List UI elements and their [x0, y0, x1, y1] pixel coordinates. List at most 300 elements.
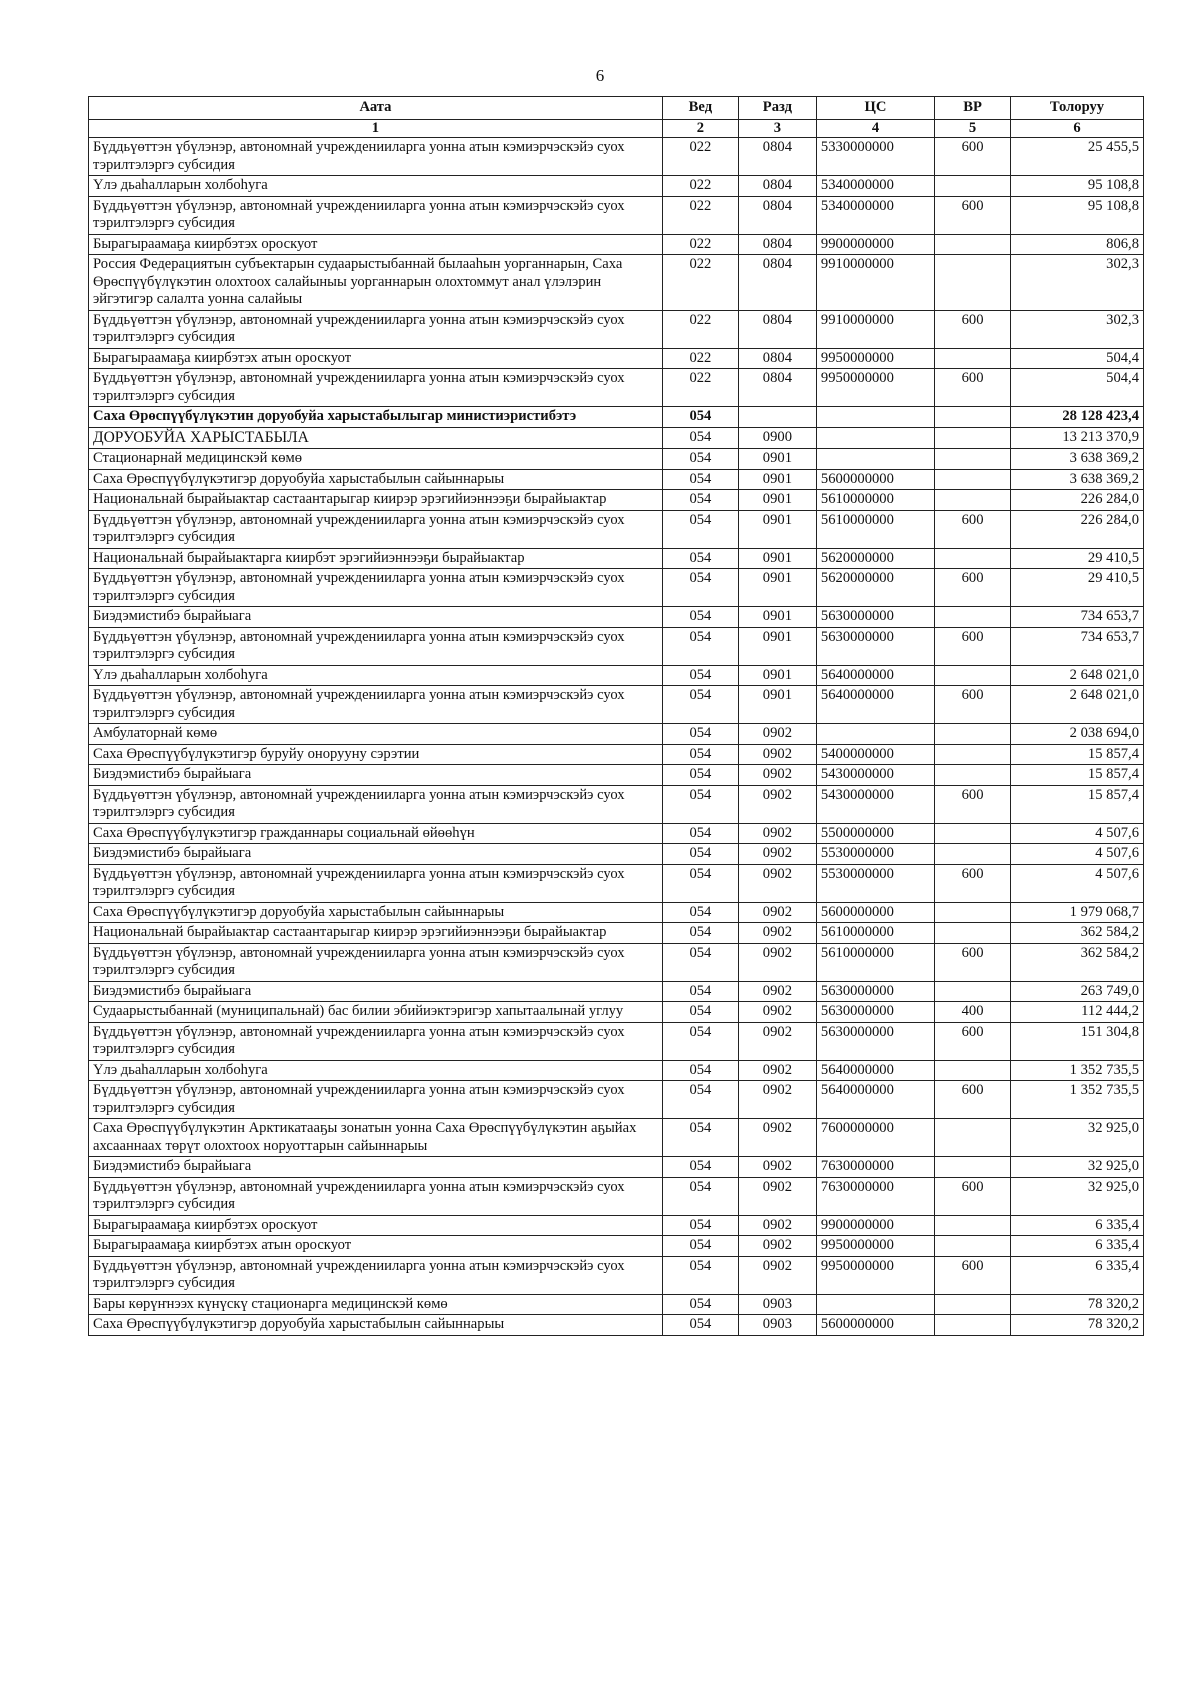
row-amount-cell: 362 584,2 [1011, 923, 1144, 944]
table-row [89, 569, 1144, 607]
row-amount-cell: 32 925,0 [1011, 1177, 1144, 1215]
row-name-cell: Саха Өрөспүүбүлүкэтин Арктикатааҕы зонатын уонна Саха Өрөспүүбүлүкэтин аҕыйах ахсааннаах төрүт олохтоох норуоттарын сайыннарыы [89, 1119, 663, 1157]
row-amount-cell: 32 925,0 [1011, 1119, 1144, 1157]
row-name-cell: Үлэ дьаһалларын холбоһуга [89, 1060, 663, 1081]
row-razd-cell: 0902 [738, 823, 816, 844]
row-amount-cell: 6 335,4 [1011, 1236, 1144, 1257]
row-razd-cell: 0901 [738, 627, 816, 665]
row-amount-cell: 362 584,2 [1011, 943, 1144, 981]
table-row [89, 407, 1144, 428]
row-name-cell: Биэдэмистибэ бырайыага [89, 1157, 663, 1178]
row-cs-cell [816, 724, 934, 745]
row-razd-cell: 0902 [738, 1236, 816, 1257]
row-ved-cell: 054 [662, 1022, 738, 1060]
row-ved-cell: 054 [662, 1177, 738, 1215]
row-ved-cell: 054 [662, 1119, 738, 1157]
row-ved-cell: 022 [662, 348, 738, 369]
column-header-vr: ВР [935, 97, 1011, 120]
row-name-cell: Бырагыраамаҕа киирбэтэх атын ороскуот [89, 1236, 663, 1257]
table-row [89, 785, 1144, 823]
table-row [89, 943, 1144, 981]
row-amount-cell: 13 213 370,9 [1011, 427, 1144, 449]
row-vr-cell [935, 449, 1011, 470]
row-ved-cell: 054 [662, 469, 738, 490]
row-amount-cell: 2 038 694,0 [1011, 724, 1144, 745]
row-cs-cell: 5640000000 [816, 665, 934, 686]
row-name-cell: Үлэ дьаһалларын холбоһуга [89, 665, 663, 686]
row-name-cell: Саха Өрөспүүбүлүкэтигэр доруобуйа харыстабылын сайыннарыы [89, 1315, 663, 1336]
row-amount-cell: 4 507,6 [1011, 864, 1144, 902]
row-ved-cell: 054 [662, 569, 738, 607]
row-amount-cell: 29 410,5 [1011, 569, 1144, 607]
row-cs-cell: 5610000000 [816, 510, 934, 548]
row-ved-cell: 054 [662, 627, 738, 665]
table-row [89, 348, 1144, 369]
table-row [89, 196, 1144, 234]
row-name-cell: Бырагыраамаҕа киирбэтэх атын ороскуот [89, 348, 663, 369]
row-razd-cell: 0902 [738, 1060, 816, 1081]
row-vr-cell [935, 1119, 1011, 1157]
row-razd-cell: 0902 [738, 1256, 816, 1294]
column-header-amount: Толоруу [1011, 97, 1144, 120]
row-name-cell: Биэдэмистибэ бырайыага [89, 844, 663, 865]
row-ved-cell: 054 [662, 785, 738, 823]
row-name-cell: Амбулаторнай көмө [89, 724, 663, 745]
row-razd-cell: 0804 [738, 369, 816, 407]
row-name-cell: Биэдэмистибэ бырайыага [89, 607, 663, 628]
row-amount-cell: 6 335,4 [1011, 1256, 1144, 1294]
row-name-cell: Бүддьүөттэн үбүлэнэр, автономнай учрежденииларга уонна атын кэмиэрчэскэйэ суох тэрилтэлэргэ субсидия [89, 627, 663, 665]
row-ved-cell: 054 [662, 427, 738, 449]
row-razd-cell: 0902 [738, 744, 816, 765]
row-cs-cell: 5330000000 [816, 138, 934, 176]
row-razd-cell: 0903 [738, 1315, 816, 1336]
table-row [89, 469, 1144, 490]
row-razd-cell: 0901 [738, 510, 816, 548]
column-header-razd: Разд [738, 97, 816, 120]
row-amount-cell: 734 653,7 [1011, 627, 1144, 665]
row-vr-cell: 600 [935, 196, 1011, 234]
row-ved-cell: 054 [662, 902, 738, 923]
row-amount-cell: 29 410,5 [1011, 548, 1144, 569]
row-name-cell: Бүддьүөттэн үбүлэнэр, автономнай учрежденииларга уонна атын кэмиэрчэскэйэ суох тэрилтэлэргэ субсидия [89, 1177, 663, 1215]
budget-table [88, 96, 1144, 1336]
row-amount-cell: 263 749,0 [1011, 981, 1144, 1002]
row-vr-cell: 600 [935, 569, 1011, 607]
table-row [89, 176, 1144, 197]
row-ved-cell: 022 [662, 138, 738, 176]
row-vr-cell: 600 [935, 310, 1011, 348]
row-amount-cell: 25 455,5 [1011, 138, 1144, 176]
row-amount-cell: 15 857,4 [1011, 744, 1144, 765]
row-amount-cell: 504,4 [1011, 348, 1144, 369]
row-name-cell: Биэдэмистибэ бырайыага [89, 765, 663, 786]
table-row [89, 490, 1144, 511]
column-number: 1 [89, 119, 663, 138]
row-cs-cell: 5620000000 [816, 548, 934, 569]
row-name-cell: Бары көрүҥнээх күнүскү стационарга медицинскэй көмө [89, 1294, 663, 1315]
row-vr-cell [935, 490, 1011, 511]
table-row [89, 1215, 1144, 1236]
row-amount-cell: 2 648 021,0 [1011, 686, 1144, 724]
row-name-cell: Саха Өрөспүүбүлүкэтигэр доруобуйа харыстабылын сайыннарыы [89, 469, 663, 490]
row-name-cell: Россия Федерациятын субъектарын судаарыстыбаннай былааһын уорганнарын, Саха Өрөспүүбүлүкэтин олохтоох салайыныы уорганнарын олохтоммут анал үлэлэрин эйгэтигэр салалта уонна салайыы [89, 255, 663, 311]
row-cs-cell: 5430000000 [816, 765, 934, 786]
table-row [89, 724, 1144, 745]
row-name-cell: Бүддьүөттэн үбүлэнэр, автономнай учрежденииларга уонна атын кэмиэрчэскэйэ суох тэрилтэлэргэ субсидия [89, 569, 663, 607]
row-razd-cell: 0901 [738, 569, 816, 607]
row-ved-cell: 054 [662, 1236, 738, 1257]
row-amount-cell: 3 638 369,2 [1011, 449, 1144, 470]
row-vr-cell: 400 [935, 1002, 1011, 1023]
table-row [89, 607, 1144, 628]
row-name-cell: Национальнай бырайыактарга киирбэт эрэгийиэннээҕи бырайыактар [89, 548, 663, 569]
row-vr-cell [935, 1236, 1011, 1257]
header-row [89, 97, 1144, 120]
row-razd-cell: 0901 [738, 469, 816, 490]
row-razd-cell: 0902 [738, 1157, 816, 1178]
row-vr-cell: 600 [935, 1022, 1011, 1060]
row-ved-cell: 054 [662, 943, 738, 981]
row-name-cell: Бүддьүөттэн үбүлэнэр, автономнай учрежденииларга уонна атын кэмиэрчэскэйэ суох тэрилтэлэргэ субсидия [89, 310, 663, 348]
row-razd-cell [738, 407, 816, 428]
table-row [89, 627, 1144, 665]
row-vr-cell [935, 902, 1011, 923]
row-cs-cell: 5610000000 [816, 943, 934, 981]
row-name-cell: Бүддьүөттэн үбүлэнэр, автономнай учрежденииларга уонна атын кэмиэрчэскэйэ суох тэрилтэлэргэ субсидия [89, 369, 663, 407]
column-header-cs: ЦС [816, 97, 934, 120]
table-row [89, 923, 1144, 944]
row-name-cell: Үлэ дьаһалларын холбоһуга [89, 176, 663, 197]
row-razd-cell: 0900 [738, 427, 816, 449]
row-razd-cell: 0804 [738, 310, 816, 348]
row-name-cell: Национальнай бырайыактар састаантарыгар киирэр эрэгийиэннээҕи бырайыактар [89, 490, 663, 511]
row-ved-cell: 022 [662, 310, 738, 348]
table-row [89, 449, 1144, 470]
row-cs-cell: 9950000000 [816, 1236, 934, 1257]
table-row [89, 1002, 1144, 1023]
row-amount-cell: 226 284,0 [1011, 490, 1144, 511]
row-razd-cell: 0804 [738, 234, 816, 255]
row-name-cell: Бүддьүөттэн үбүлэнэр, автономнай учрежденииларга уонна атын кэмиэрчэскэйэ суох тэрилтэлэргэ субсидия [89, 138, 663, 176]
row-cs-cell: 5340000000 [816, 176, 934, 197]
row-ved-cell: 022 [662, 369, 738, 407]
row-name-cell: Бүддьүөттэн үбүлэнэр, автономнай учрежденииларга уонна атын кэмиэрчэскэйэ суох тэрилтэлэргэ субсидия [89, 1256, 663, 1294]
row-cs-cell [816, 449, 934, 470]
table-row [89, 369, 1144, 407]
row-razd-cell: 0902 [738, 1002, 816, 1023]
row-cs-cell: 5400000000 [816, 744, 934, 765]
table-row [89, 234, 1144, 255]
row-cs-cell: 5600000000 [816, 469, 934, 490]
row-vr-cell [935, 548, 1011, 569]
row-ved-cell: 054 [662, 744, 738, 765]
row-razd-cell: 0901 [738, 686, 816, 724]
row-name-cell: Бүддьүөттэн үбүлэнэр, автономнай учрежденииларга уонна атын кэмиэрчэскэйэ суох тэрилтэлэргэ субсидия [89, 196, 663, 234]
row-razd-cell: 0902 [738, 765, 816, 786]
row-name-cell: ДОРУОБУЙА ХАРЫСТАБЫЛА [89, 427, 663, 449]
row-vr-cell [935, 823, 1011, 844]
row-vr-cell: 600 [935, 785, 1011, 823]
row-ved-cell: 022 [662, 176, 738, 197]
row-ved-cell: 054 [662, 510, 738, 548]
row-razd-cell: 0804 [738, 176, 816, 197]
table-row [89, 665, 1144, 686]
row-cs-cell: 5630000000 [816, 1002, 934, 1023]
row-ved-cell: 054 [662, 1157, 738, 1178]
row-cs-cell: 9900000000 [816, 1215, 934, 1236]
table-row [89, 1256, 1144, 1294]
row-ved-cell: 054 [662, 765, 738, 786]
page-number: 6 [595, 66, 605, 85]
row-name-cell: Бырагыраамаҕа киирбэтэх ороскуот [89, 1215, 663, 1236]
row-name-cell: Саха Өрөспүүбүлүкэтигэр доруобуйа харыстабылын сайыннарыы [89, 902, 663, 923]
row-vr-cell [935, 176, 1011, 197]
row-amount-cell: 112 444,2 [1011, 1002, 1144, 1023]
row-cs-cell: 5630000000 [816, 627, 934, 665]
row-razd-cell: 0804 [738, 138, 816, 176]
row-ved-cell: 054 [662, 407, 738, 428]
row-amount-cell: 32 925,0 [1011, 1157, 1144, 1178]
row-amount-cell: 6 335,4 [1011, 1215, 1144, 1236]
row-vr-cell: 600 [935, 1256, 1011, 1294]
row-ved-cell: 054 [662, 1060, 738, 1081]
table-row [89, 548, 1144, 569]
row-amount-cell: 95 108,8 [1011, 176, 1144, 197]
row-name-cell: Бүддьүөттэн үбүлэнэр, автономнай учрежденииларга уонна атын кэмиэрчэскэйэ суох тэрилтэлэргэ субсидия [89, 686, 663, 724]
row-vr-cell: 600 [935, 138, 1011, 176]
row-vr-cell: 600 [935, 864, 1011, 902]
row-razd-cell: 0902 [738, 923, 816, 944]
row-ved-cell: 054 [662, 981, 738, 1002]
row-razd-cell: 0804 [738, 255, 816, 311]
row-vr-cell [935, 765, 1011, 786]
table-row [89, 1294, 1144, 1315]
row-name-cell: Саха Өрөспүүбүлүкэтин доруобуйа харыстабылыгар министиэристибэтэ [89, 407, 663, 428]
column-number: 5 [935, 119, 1011, 138]
table-row [89, 864, 1144, 902]
row-razd-cell: 0902 [738, 1022, 816, 1060]
row-vr-cell: 600 [935, 510, 1011, 548]
row-cs-cell: 9910000000 [816, 310, 934, 348]
row-ved-cell: 054 [662, 449, 738, 470]
table-row [89, 981, 1144, 1002]
table-row [89, 427, 1144, 449]
row-amount-cell: 504,4 [1011, 369, 1144, 407]
row-razd-cell: 0903 [738, 1294, 816, 1315]
row-amount-cell: 1 352 735,5 [1011, 1081, 1144, 1119]
row-amount-cell: 302,3 [1011, 310, 1144, 348]
row-vr-cell: 600 [935, 686, 1011, 724]
row-amount-cell: 15 857,4 [1011, 785, 1144, 823]
row-ved-cell: 022 [662, 196, 738, 234]
row-cs-cell: 9950000000 [816, 348, 934, 369]
row-amount-cell: 2 648 021,0 [1011, 665, 1144, 686]
row-vr-cell [935, 665, 1011, 686]
table-row [89, 844, 1144, 865]
row-amount-cell: 734 653,7 [1011, 607, 1144, 628]
row-vr-cell [935, 981, 1011, 1002]
row-amount-cell: 1 979 068,7 [1011, 902, 1144, 923]
row-cs-cell: 5630000000 [816, 607, 934, 628]
row-razd-cell: 0901 [738, 548, 816, 569]
row-ved-cell: 054 [662, 864, 738, 902]
row-razd-cell: 0804 [738, 196, 816, 234]
row-name-cell: Бүддьүөттэн үбүлэнэр, автономнай учрежденииларга уонна атын кэмиэрчэскэйэ суох тэрилтэлэргэ субсидия [89, 510, 663, 548]
row-razd-cell: 0902 [738, 1081, 816, 1119]
table-row [89, 1060, 1144, 1081]
row-amount-cell: 4 507,6 [1011, 823, 1144, 844]
row-ved-cell: 054 [662, 1215, 738, 1236]
column-number-row [89, 119, 1144, 138]
table-row [89, 1119, 1144, 1157]
row-name-cell: Биэдэмистибэ бырайыага [89, 981, 663, 1002]
row-amount-cell: 95 108,8 [1011, 196, 1144, 234]
table-row [89, 1081, 1144, 1119]
row-razd-cell: 0902 [738, 902, 816, 923]
row-ved-cell: 054 [662, 823, 738, 844]
row-cs-cell: 5610000000 [816, 923, 934, 944]
row-ved-cell: 054 [662, 923, 738, 944]
row-amount-cell: 151 304,8 [1011, 1022, 1144, 1060]
table-row [89, 765, 1144, 786]
row-name-cell: Стационарнай медицинскэй көмө [89, 449, 663, 470]
row-amount-cell: 302,3 [1011, 255, 1144, 311]
row-cs-cell: 9950000000 [816, 1256, 934, 1294]
row-ved-cell: 054 [662, 724, 738, 745]
row-vr-cell [935, 744, 1011, 765]
row-razd-cell: 0902 [738, 1215, 816, 1236]
row-cs-cell: 5640000000 [816, 1081, 934, 1119]
row-cs-cell: 9910000000 [816, 255, 934, 311]
row-ved-cell: 054 [662, 1294, 738, 1315]
column-number: 2 [662, 119, 738, 138]
row-cs-cell: 9950000000 [816, 369, 934, 407]
column-header-name: Аата [89, 97, 663, 120]
row-razd-cell: 0902 [738, 1119, 816, 1157]
column-number: 3 [738, 119, 816, 138]
row-vr-cell [935, 407, 1011, 428]
row-ved-cell: 054 [662, 1315, 738, 1336]
row-name-cell: Бүддьүөттэн үбүлэнэр, автономнай учрежденииларга уонна атын кэмиэрчэскэйэ суох тэрилтэлэргэ субсидия [89, 1022, 663, 1060]
row-ved-cell: 054 [662, 1081, 738, 1119]
row-razd-cell: 0901 [738, 665, 816, 686]
row-ved-cell: 054 [662, 490, 738, 511]
row-vr-cell: 600 [935, 627, 1011, 665]
row-amount-cell: 78 320,2 [1011, 1294, 1144, 1315]
row-cs-cell: 9900000000 [816, 234, 934, 255]
row-amount-cell: 1 352 735,5 [1011, 1060, 1144, 1081]
row-vr-cell [935, 469, 1011, 490]
row-ved-cell: 054 [662, 665, 738, 686]
row-razd-cell: 0902 [738, 981, 816, 1002]
table-row [89, 1177, 1144, 1215]
row-vr-cell: 600 [935, 369, 1011, 407]
row-vr-cell [935, 923, 1011, 944]
row-cs-cell [816, 407, 934, 428]
row-ved-cell: 022 [662, 234, 738, 255]
row-vr-cell: 600 [935, 1081, 1011, 1119]
row-vr-cell [935, 724, 1011, 745]
row-vr-cell [935, 348, 1011, 369]
row-cs-cell: 5630000000 [816, 981, 934, 1002]
row-name-cell: Бүддьүөттэн үбүлэнэр, автономнай учрежденииларга уонна атын кэмиэрчэскэйэ суох тэрилтэлэргэ субсидия [89, 864, 663, 902]
row-amount-cell: 3 638 369,2 [1011, 469, 1144, 490]
row-razd-cell: 0901 [738, 490, 816, 511]
table-row [89, 1157, 1144, 1178]
row-amount-cell: 226 284,0 [1011, 510, 1144, 548]
table-row [89, 744, 1144, 765]
row-vr-cell: 600 [935, 943, 1011, 981]
row-amount-cell: 15 857,4 [1011, 765, 1144, 786]
row-vr-cell [935, 607, 1011, 628]
row-vr-cell: 600 [935, 1177, 1011, 1215]
row-ved-cell: 022 [662, 255, 738, 311]
table-row [89, 255, 1144, 311]
row-vr-cell [935, 1315, 1011, 1336]
row-vr-cell [935, 1294, 1011, 1315]
row-cs-cell: 5430000000 [816, 785, 934, 823]
row-ved-cell: 054 [662, 548, 738, 569]
table-row [89, 1236, 1144, 1257]
row-cs-cell: 5530000000 [816, 864, 934, 902]
row-razd-cell: 0902 [738, 943, 816, 981]
table-row [89, 1022, 1144, 1060]
table-row [89, 310, 1144, 348]
row-vr-cell [935, 1215, 1011, 1236]
row-cs-cell [816, 427, 934, 449]
row-ved-cell: 054 [662, 1256, 738, 1294]
column-header-ved: Вед [662, 97, 738, 120]
row-cs-cell: 7600000000 [816, 1119, 934, 1157]
row-name-cell: Национальнай бырайыактар састаантарыгар киирэр эрэгийиэннээҕи бырайыактар [89, 923, 663, 944]
row-razd-cell: 0902 [738, 785, 816, 823]
row-razd-cell: 0902 [738, 864, 816, 902]
table-row [89, 138, 1144, 176]
row-name-cell: Саха Өрөспүүбүлүкэтигэр буруйу онорууну сэрэтии [89, 744, 663, 765]
table-row [89, 823, 1144, 844]
row-name-cell: Бүддьүөттэн үбүлэнэр, автономнай учрежденииларга уонна атын кэмиэрчэскэйэ суох тэрилтэлэргэ субсидия [89, 785, 663, 823]
row-vr-cell [935, 844, 1011, 865]
row-razd-cell: 0902 [738, 844, 816, 865]
row-vr-cell [935, 255, 1011, 311]
row-cs-cell: 5600000000 [816, 902, 934, 923]
row-cs-cell: 5500000000 [816, 823, 934, 844]
row-cs-cell: 5620000000 [816, 569, 934, 607]
row-amount-cell: 28 128 423,4 [1011, 407, 1144, 428]
row-razd-cell: 0901 [738, 607, 816, 628]
table-row [89, 510, 1144, 548]
row-name-cell: Саха Өрөспүүбүлүкэтигэр гражданнары социальнай өйөөһүн [89, 823, 663, 844]
table-row [89, 902, 1144, 923]
row-cs-cell [816, 1294, 934, 1315]
row-ved-cell: 054 [662, 844, 738, 865]
row-name-cell: Бырагыраамаҕа киирбэтэх ороскуот [89, 234, 663, 255]
row-cs-cell: 5530000000 [816, 844, 934, 865]
row-razd-cell: 0804 [738, 348, 816, 369]
row-amount-cell: 4 507,6 [1011, 844, 1144, 865]
row-cs-cell: 5340000000 [816, 196, 934, 234]
row-ved-cell: 054 [662, 607, 738, 628]
row-cs-cell: 7630000000 [816, 1157, 934, 1178]
table-row [89, 686, 1144, 724]
row-amount-cell: 78 320,2 [1011, 1315, 1144, 1336]
row-amount-cell: 806,8 [1011, 234, 1144, 255]
row-cs-cell: 5600000000 [816, 1315, 934, 1336]
row-name-cell: Судаарыстыбаннай (муниципальнай) бас билии эбийиэктэригэр хапытаалынай углуу [89, 1002, 663, 1023]
row-cs-cell: 5610000000 [816, 490, 934, 511]
row-cs-cell: 5640000000 [816, 686, 934, 724]
